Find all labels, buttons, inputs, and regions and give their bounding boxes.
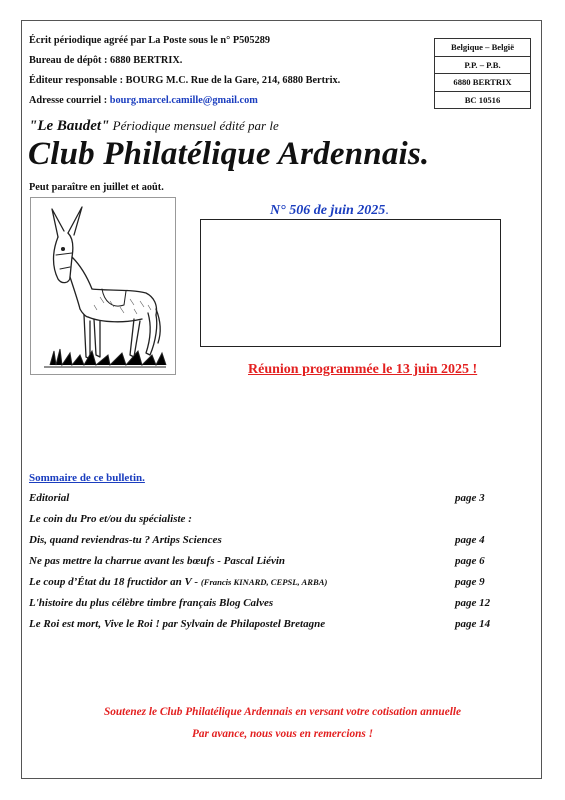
toc-item-title: Le coin du Pro et/ou du spécialiste : bbox=[29, 513, 192, 525]
toc-item bbox=[29, 513, 509, 531]
registration-line: Écrit périodique agréé par La Poste sous le n° P505289 bbox=[29, 35, 271, 46]
toc-item bbox=[29, 576, 509, 594]
email-line bbox=[29, 95, 258, 106]
toc-item-title: Editorial bbox=[29, 492, 70, 504]
toc-item bbox=[29, 597, 509, 615]
postal-country: Belgique – België bbox=[435, 39, 530, 57]
periodical-description: Périodique mensuel édité par le bbox=[109, 118, 279, 133]
toc-item-page: page 6 bbox=[455, 555, 485, 567]
meeting-announcement: Réunion programmée le 13 juin 2025 ! bbox=[248, 362, 478, 377]
toc-item-title: Le Roi est mort, Vive le Roi ! par Sylvain de Philapostel Bretagne bbox=[29, 618, 326, 630]
issue-number bbox=[270, 203, 389, 219]
publisher-line: Éditeur responsable : BOURG M.C. Rue de la Gare, 214, 6880 Bertrix. bbox=[29, 75, 341, 86]
summer-note: Peut paraître en juillet et août. bbox=[29, 182, 164, 193]
deposit-office-line: Bureau de dépôt : 6880 BERTRIX. bbox=[29, 55, 183, 66]
postal-stamp-box bbox=[434, 38, 531, 109]
periodical-name: "Le Baudet" bbox=[29, 118, 110, 134]
postal-code: BC 10516 bbox=[464, 94, 501, 105]
email-label: Adresse courriel : bbox=[29, 95, 110, 106]
toc-item-title-main: Le coup d’État du 18 fructidor an V - bbox=[29, 576, 201, 588]
toc-item-title: Dis, quand reviendras-tu ? Artips Sciences bbox=[29, 534, 222, 546]
toc-item-page: page 4 bbox=[455, 534, 485, 546]
cover-image-box bbox=[200, 219, 501, 347]
club-title: Club Philatélique Ardennais. bbox=[28, 136, 430, 172]
toc-item bbox=[29, 618, 509, 636]
toc-item bbox=[29, 534, 509, 552]
donkey-illustration bbox=[30, 197, 176, 375]
toc-item-page: page 14 bbox=[455, 618, 491, 630]
issue-text: N° 506 de juin 2025 bbox=[270, 203, 386, 218]
toc-item-title: L'histoire du plus célèbre timbre français Blog Calves bbox=[29, 597, 274, 609]
support-message: Soutenez le Club Philatélique Ardennais en versant votre cotisation annuelle bbox=[103, 706, 462, 718]
toc-title-link[interactable]: Sommaire de ce bulletin. bbox=[29, 472, 145, 484]
toc-item-page: page 3 bbox=[455, 492, 485, 504]
toc-item-title-authors: (Francis KINARD, CEPSL, ARBA) bbox=[200, 577, 328, 587]
toc-item-page: page 12 bbox=[455, 597, 491, 609]
toc-item bbox=[29, 555, 509, 573]
toc-item-page: page 9 bbox=[455, 576, 485, 588]
email-link[interactable]: bourg.marcel.camille@gmail.com bbox=[109, 95, 258, 106]
postal-type: P.P. – P.B. bbox=[435, 57, 530, 75]
toc-item-title bbox=[29, 576, 327, 588]
masthead-subtitle bbox=[29, 118, 279, 135]
thanks-message: Par avance, nous vous en remercions ! bbox=[191, 728, 374, 740]
toc-item-title: Ne pas mettre la charrue avant les bœufs - Pascal Liévin bbox=[29, 555, 286, 567]
toc-item bbox=[29, 492, 509, 510]
postal-office: 6880 BERTRIX bbox=[435, 74, 530, 92]
issue-suffix: . bbox=[385, 203, 389, 218]
